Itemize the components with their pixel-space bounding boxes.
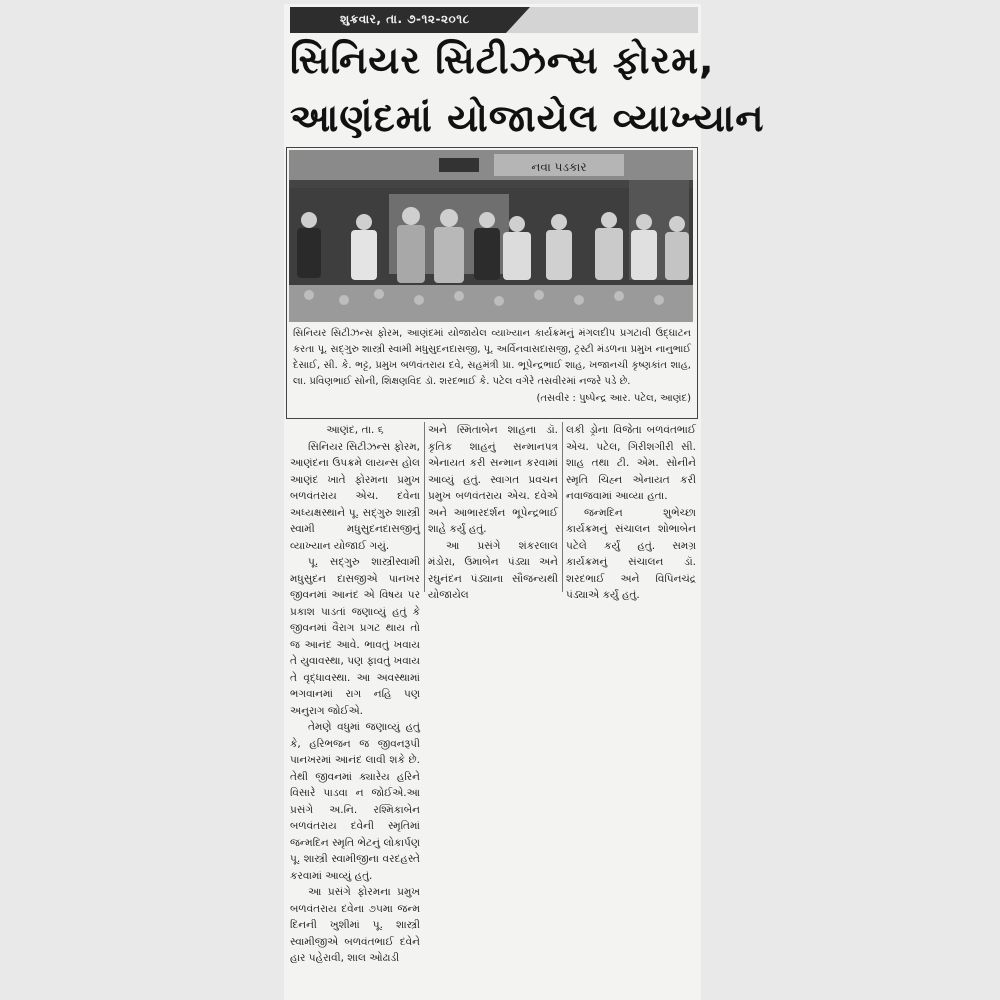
- dateline-text: શુક્રવાર, તા. ૭-૧૨-૨૦૧૮: [340, 12, 470, 26]
- article-paragraph: અને સ્મિતાબેન શાહના ડૉ. કૃતિક શાહનું સન્માનપત્ર એનાયત કરી સન્માન કરવામાં આવ્યું હતું. સ્વાગત પ્રવચન પ્રમુખ બળવંતરાય એચ. દવેએ અને આભારદર્શન ભૂપેન્દ્રભાઈ શાહે કર્યું હતું.: [428, 424, 558, 535]
- article-paragraph: તેમણે વધુમાં જણાવ્યું હતું કે, હરિભજન જ જીવનરૂપી પાનખરમાં આનંદ લાવી શકે છે. તેથી જીવનમાં ક્યારેય હરિને વિસારે પાડવા ન જોઈએ.આ પ્રસંગે અ.નિ. રશ્મિકાબેન બળવંતરાય દવેની સ્મૃતિમાં જન્મદિન સ્મૃતિ ભેટનું લોકાર્પણ પૂ. શાસ્ત્રી સ્વામીજીના વરદહસ્તે કરવામાં આવ્યું હતું.: [290, 721, 420, 882]
- event-photo: [289, 150, 693, 322]
- article-paragraph: જન્મદિન શુભેચ્છા કાર્યક્રમનું સંચાલન શોભાબેન પટેલે કર્યું હતું. સમગ્ર કાર્યક્રમનું સંચાલન ડૉ. શરદભાઈ અને વિપિનચંદ્ર પંડ્યાએ કર્યું હતું.: [566, 506, 696, 601]
- photo-banner-text: નવા પડકાર: [531, 160, 587, 174]
- article-paragraph: આ પ્રસંગે શંકરલાલ મંડોરા, ઉમાબેન પંડ્યા અને રઘુનંદન પંડ્યાના સૌજન્યથી યોજાયેલ: [428, 539, 558, 601]
- article-paragraph: આણંદ, તા. ૬: [326, 424, 384, 436]
- dateline-bar: [290, 7, 698, 33]
- photo-box: [286, 147, 698, 419]
- article-paragraph: સિનિયર સિટીઝન્સ ફોરમ, આણંદના ઉપક્રમે લાયન્સ હોલ આણંદ ખાતે ફોરમના પ્રમુખ બળવંતરાય એચ. દવેના અધ્યક્ષસ્થાને પૂ. સદ્ગુરુ શાસ્ત્રી સ્વામી મધુસુદનદાસજીનું વ્યાખ્યાન યોજાઈ ગયું.: [290, 440, 420, 552]
- article-column-2: [428, 422, 558, 604]
- newspaper-clipping: [284, 4, 765, 1000]
- headline-line-2: આણંદમાં યોજાયેલ વ્યાખ્યાન: [290, 96, 765, 140]
- article-paragraph: પૂ. સદ્ગુરુ શાસ્ત્રીસ્વામી મધુસુદન દાસજીએ પાનખર જીવનમાં આનંદ એ વિષય પર પ્રકાશ પાડતાં જણાવ્યું હતું કે જીવનમાં વૈરાગ પ્રગટ થાય તો જ આનંદ આવે. ભાવતું ખવાય તે યુવાવસ્થા, પણ ફાવતું ખવાય તે વૃદ્ધાવસ્થા. આ અવસ્થામાં ભગવાનમાં રાગ નહિ પણ અનુરાગ જોઈએ.: [290, 556, 420, 717]
- article-paragraph: લકી ડ્રોના વિજેતા બળવંતભાઈ એચ. પટેલ, ગિરીશગીરી સી. શાહ તથા ટી. એમ. સોનીને સ્મૃતિ ચિહ્ન એનાયત કરી નવાજવામાં આવ્યા હતા.: [566, 424, 696, 502]
- column-divider: [424, 422, 425, 592]
- headline-line-1: સિનિયર સિટીઝન્સ ફોરમ,: [290, 38, 715, 82]
- article-column-1: [290, 422, 420, 967]
- article-paragraph: આ પ્રસંગે ફોરમના પ્રમુખ બળવંતરાય દવેના ૭૫મા જન્મ દિનની ખુશીમાં પૂ. શાસ્ત્રી સ્વામીજીએ બળવંતભાઈ દવેને હાર પહેરાવી, શાલ ઓઢાડી: [290, 886, 420, 964]
- article-column-3: [566, 422, 696, 604]
- event-photo-illustration: [289, 150, 693, 322]
- photo-credit: (તસવીર : પુષ્પેન્દ્ર આર. પટેલ, આણંદ): [536, 393, 691, 404]
- column-divider: [562, 422, 563, 592]
- photo-caption: સિનિયર સિટીઝન્સ ફોરમ, આણંદમાં યોજાયેલ વ્યાખ્યાન કાર્યક્રમનું મંગલદીપ પ્રગટાવી ઉદ્ઘાટન કરતા પૂ. સદ્ગુરુ શાસ્ત્રી સ્વામી મધુસુદનદાસજી, પૂ. અર્વિનવાસદાસજી, ટ્રસ્ટી મંડળના પ્રમુખ નાનુભાઈ દેસાઈ, સી. કે. ભટ્ટ, પ્રમુખ બળવંતરાય દવે, સહમંત્રી પ્રા. ભૂપેન્દ્રભાઈ શાહ, ખજાનચી કૃષ્ણકાંત શાહ, લા. પ્રવિણભાઈ સોની, શિક્ષણવિદ ડૉ. શરદભાઈ કે. પટેલ વગેરે તસવીરમાં નજરે પડે છે.: [293, 328, 691, 387]
